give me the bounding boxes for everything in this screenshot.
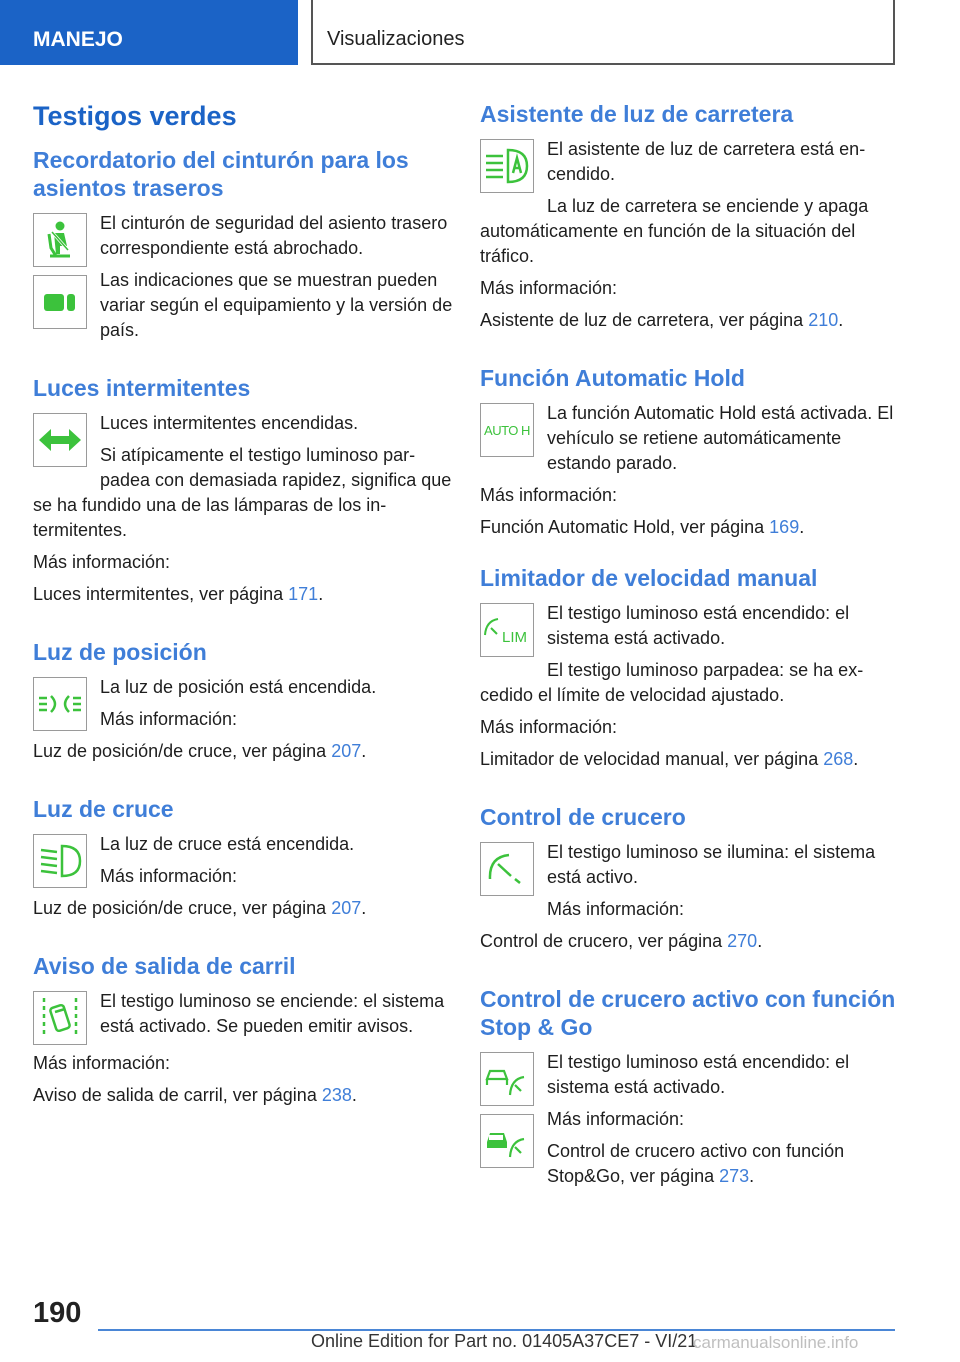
page-link-169[interactable]: 169 (769, 517, 800, 538)
turn-signals-more-info: Más información: (33, 551, 171, 572)
section-position-light (33, 638, 453, 771)
page-title: Testigos verdes (33, 101, 237, 131)
speed-limiter-text-2: El testigo luminoso parpadea: se ha excedido el límite de velocidad ajustado. (480, 660, 864, 706)
auto-hold-icon-label: AUTO H (484, 422, 530, 438)
lane-departure-heading: Aviso de salida de carril (33, 952, 296, 979)
turn-signals-reference: Luces intermitentes, ver página 171. (33, 583, 324, 604)
page-link-270[interactable]: 270 (727, 931, 758, 952)
page-link-238[interactable]: 238 (321, 1085, 352, 1106)
section-low-beam (33, 795, 453, 928)
low-beam-more-info: Más información: (100, 865, 238, 886)
left-column (33, 100, 453, 1132)
position-light-more-info: Más información: (100, 708, 238, 729)
section-turn-signals (33, 374, 453, 614)
turn-signals-text-2: Si atípicamente el testigo luminoso parpadea con demasiada rapidez, significa que se ha fundido una de las lámparas de los intermitentes. (33, 444, 452, 540)
section-lane-departure (33, 952, 453, 1108)
speed-limiter-icon-label: LIM (502, 629, 528, 647)
automatic-hold-more-info: Más información: (480, 485, 618, 506)
turn-signals-heading: Luces intermitentes (33, 374, 251, 401)
right-column (480, 100, 900, 1220)
page-link-207[interactable]: 207 (331, 740, 362, 761)
page-link-210[interactable]: 210 (808, 310, 839, 331)
turn-signal-arrows-icon (33, 413, 87, 467)
position-light-heading: Luz de posición (33, 638, 207, 665)
active-cruise-control-heading: Control de crucero activo con función Stop & Go (480, 986, 896, 1041)
auto-hold-icon (480, 403, 534, 457)
low-beam-heading: Luz de cruce (33, 795, 174, 822)
header-chapter-label: Visualizaciones (311, 0, 895, 65)
high-beam-reference: Asistente de luz de carretera, ver página 210. (480, 310, 844, 331)
automatic-hold-heading: Función Automatic Hold (480, 365, 745, 392)
section-speed-limiter (480, 564, 900, 779)
cruise-control-reference: Control de crucero, ver página 270. (480, 931, 763, 952)
low-beam-reference: Luz de posición/de cruce, ver página 207. (33, 897, 367, 918)
section-cruise-control (480, 803, 900, 961)
cruise-control-heading: Control de crucero (480, 804, 686, 831)
speed-limiter-more-info: Más información: (480, 717, 618, 738)
low-beam-icon (33, 834, 87, 888)
lane-departure-more-info: Más información: (33, 1053, 171, 1074)
speed-limiter-text-1: El testigo luminoso está encendido: el sistema está activado. (547, 603, 850, 649)
footer-watermark: carmanualsonline.info (693, 1333, 859, 1352)
lane-departure-text: El testigo luminoso se enciende: el sistema está activado. Se pueden emitir avisos. (100, 991, 445, 1037)
seatbelt-icon (33, 213, 87, 267)
seatbelt-heading: Recordatorio del cinturón para los asientos traseros (33, 146, 409, 201)
lane-departure-reference: Aviso de salida de carril, ver página 238. (33, 1085, 357, 1106)
section-active-cruise-control (480, 985, 900, 1196)
header-section-label: MANEJO (0, 0, 298, 65)
automatic-hold-text: La función Automatic Hold está activada. El vehículo se retiene automáticamente estando parado. (547, 403, 894, 474)
speed-limiter-icon (480, 603, 534, 657)
active-cruise-control-reference: Control de crucero activo con función Stop&Go, ver página 273. (547, 1141, 845, 1187)
page-number: 190 (33, 1297, 82, 1329)
position-light-icon (33, 677, 87, 731)
cruise-control-more-info: Más información: (547, 899, 685, 920)
position-light-text: La luz de posición está encendida. (100, 676, 377, 697)
high-beam-heading: Asistente de luz de carretera (480, 101, 794, 127)
speed-limiter-reference: Limitador de velocidad manual, ver página 268. (480, 749, 859, 770)
section-automatic-hold (480, 364, 900, 540)
high-beam-text-1: El asistente de luz de carretera está encendido. (547, 139, 866, 185)
seatbelt-text-2: Las indicaciones que se muestran pueden variar según el equipamiento y la versión de país. (100, 269, 453, 340)
footer-edition: Online Edition for Part no. 01405A37CE7 - VI/21 (311, 1331, 698, 1351)
active-cruise-control-more-info: Más información: (547, 1109, 685, 1130)
acc-filled-car-icon (480, 1114, 534, 1168)
position-light-reference: Luz de posición/de cruce, ver página 207. (33, 740, 367, 761)
seatbelt-text-1: El cinturón de seguridad del asiento trasero correspondiente está abrochado. (100, 212, 448, 258)
high-beam-text-2: La luz de carretera se enciende y apaga automáticamente en función de la situación del tráfico. (480, 196, 869, 267)
automatic-hold-reference: Función Automatic Hold, ver página 169. (480, 517, 805, 538)
page-link-273[interactable]: 273 (719, 1166, 750, 1187)
cruise-control-text: El testigo luminoso se ilumina: el sistema está activo. (547, 842, 876, 888)
rear-seat-icon (33, 275, 87, 329)
acc-outline-car-icon (480, 1052, 534, 1106)
active-cruise-control-text: El testigo luminoso está encendido: el sistema está activado. (547, 1052, 850, 1098)
section-seatbelt (33, 146, 453, 350)
section-high-beam-assistant (480, 100, 900, 340)
cruise-control-icon (480, 842, 534, 896)
high-beam-more-info: Más información: (480, 278, 618, 299)
high-beam-assistant-icon (480, 139, 534, 193)
low-beam-text: La luz de cruce está encendida. (100, 833, 355, 854)
lane-departure-icon (33, 991, 87, 1045)
speed-limiter-heading: Limitador de velocidad manual (480, 565, 818, 592)
page-link-207-low-beam[interactable]: 207 (331, 897, 362, 918)
page-link-268[interactable]: 268 (823, 749, 854, 770)
page-link-171[interactable]: 171 (288, 583, 319, 604)
turn-signals-text-1: Luces intermitentes encendidas. (100, 412, 359, 433)
